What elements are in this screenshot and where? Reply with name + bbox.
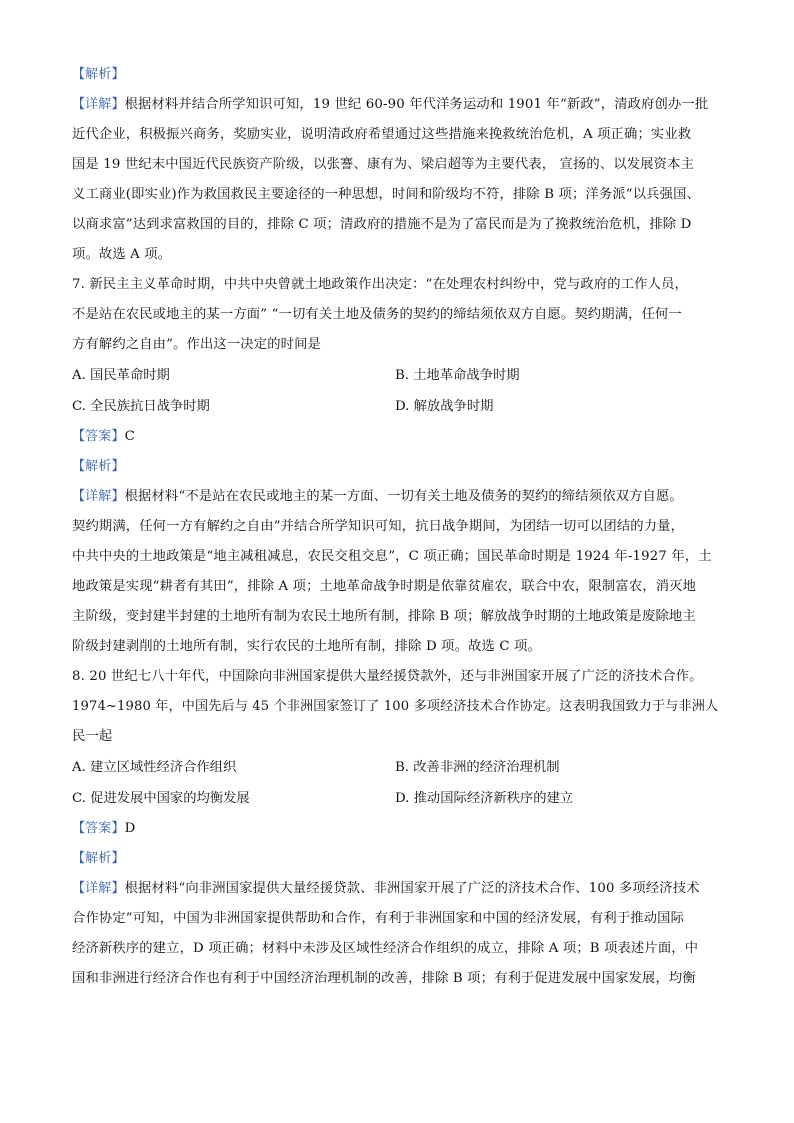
q7-analysis-heading: [72, 452, 724, 482]
detail-tag: 【详解】: [72, 97, 125, 112]
q7-detail-line-6: 阶级封建剥削的土地所有制，实行农民的土地所有制，排除 D 项。故选 C 项。: [72, 639, 541, 654]
q7-stem-line-2: 不是站在农民或地主的某一方面” “一切有关土地及债务的契约的缔结须依双方自愿。契约期满，任何一: [72, 307, 682, 322]
q8-detail-line-1: 【详解】根据材料“向非洲国家提供大量经援贷款、非洲国家开展了广泛的济技术合作、100 多项经济技术: [72, 881, 700, 896]
q8-option-a: A. 建立区域性经济合作组织: [72, 760, 237, 775]
q8-option-d: D. 推动国际经济新秩序的建立: [395, 791, 574, 806]
q6-detail-line-6: 项。故选 A 项。: [72, 247, 172, 262]
q7-detail-line-3: 中共中央的土地政策是“地主减租减息，农民交租交息”，C 项正确；国民革命时期是 1924 年-1927 年，土: [72, 549, 712, 564]
q7-detail-line-1: 【详解】根据材料“不是站在农民或地主的某一方面、一切有关土地及债务的契约的缔结须依双方自愿。: [72, 489, 683, 504]
analysis-tag: 【解析】: [72, 67, 125, 82]
answer-tag: 【答案】: [72, 821, 125, 836]
q8-answer: 【答案】D: [72, 821, 136, 836]
q7-option-a: A. 国民革命时期: [72, 368, 170, 383]
q6-detail-line-3: 国是 19 世纪末中国近代民族资产阶级，以张謇、康有为、梁启超等为主要代表， 宣扬的、以发展资本主: [72, 157, 695, 172]
q6-detail-line-4: 义工商业(即实业)作为救国救民主要途径的一种思想，时间和阶级均不符，排除 B 项；洋务派“以兵强国、: [72, 187, 700, 202]
q8-options-row-2: [72, 783, 724, 814]
q7-option-d: D. 解放战争时期: [395, 399, 494, 414]
document-page: [72, 60, 724, 994]
q8-detail-line-3: 经济新秩序的建立，D 项正确；材料中未涉及区域性经济合作组织的成立，排除 A 项；B 项表述片面，中: [72, 941, 699, 956]
detail-tag: 【详解】: [72, 489, 125, 504]
q7-detail-line-2: 契约期满，任何一方有解约之自由”并结合所学知识可知，抗日战争期间，为团结一切可以团结的力量，: [72, 519, 685, 534]
q8-option-b: B. 改善非洲的经济治理机制: [395, 760, 560, 775]
q7-options-row-2: [72, 391, 724, 422]
q7-option-c: C. 全民族抗日战争时期: [72, 399, 210, 414]
q8-stem-line-3: 民一起: [72, 729, 113, 744]
q7-options-row-1: [72, 360, 724, 391]
q8-stem-line-2: 1974~1980 年，中国先后与 45 个非洲国家签订了 100 多项经济技术合作协定。这表明我国致力于与非洲人: [72, 699, 719, 714]
q8-stem-line-1: 8. 20 世纪七八十年代，中国除向非洲国家提供大量经援贷款外，还与非洲国家开展了广泛的济技术合作。: [72, 669, 703, 684]
q6-detail-line-5: 以商求富”达到求富救国的目的，排除 C 项；清政府的措施不是为了富民而是为了挽救统治危机，排除 D: [72, 217, 692, 232]
analysis-tag: 【解析】: [72, 851, 125, 866]
q7-stem-line-1: 7. 新民主主义革命时期，中共中央曾就土地政策作出决定：“在处理农村纠纷中，党与政府的工作人员，: [72, 277, 688, 292]
q8-detail-line-4: 国和非洲进行经济合作也有利于中国经济治理机制的改善，排除 B 项；有利于促进发展中国家发展，均衡: [72, 971, 696, 986]
q6-analysis-heading: [72, 60, 724, 90]
q8-detail-line-2: 合作协定”可知，中国为非洲国家提供帮助和合作，有利于非洲国家和中国的经济发展，有利于推动国际: [72, 911, 685, 926]
q7-answer: 【答案】C: [72, 429, 135, 444]
q8-analysis-heading: [72, 844, 724, 874]
q8-options-row-1: [72, 752, 724, 783]
q7-detail-line-4: 地政策是实现“耕者有其田”，排除 A 项；土地革命战争时期是依靠贫雇农，联合中农，限制富农，消灭地: [72, 579, 697, 594]
q6-detail-line-1: 【详解】根据材料并结合所学知识可知，19 世纪 60-90 年代洋务运动和 1901 年“新政”，清政府创办一批: [72, 97, 709, 112]
q7-detail-line-5: 主阶级，变封建半封建的土地所有制为农民土地所有制，排除 B 项；解放战争时期的土地政策是废除地主: [72, 609, 696, 624]
analysis-tag: 【解析】: [72, 459, 125, 474]
q8-option-c: C. 促进发展中国家的均衡发展: [72, 791, 250, 806]
q7-stem-line-3: 方有解约之自由”。作出这一决定的时间是: [72, 337, 321, 352]
detail-tag: 【详解】: [72, 881, 125, 896]
answer-tag: 【答案】: [72, 429, 125, 444]
q7-option-b: B. 土地革命战争时期: [395, 368, 520, 383]
q6-detail-line-2: 近代企业，积极振兴商务，奖励实业，说明清政府希望通过这些措施来挽救统治危机，A 项正确；实业救: [72, 127, 692, 142]
